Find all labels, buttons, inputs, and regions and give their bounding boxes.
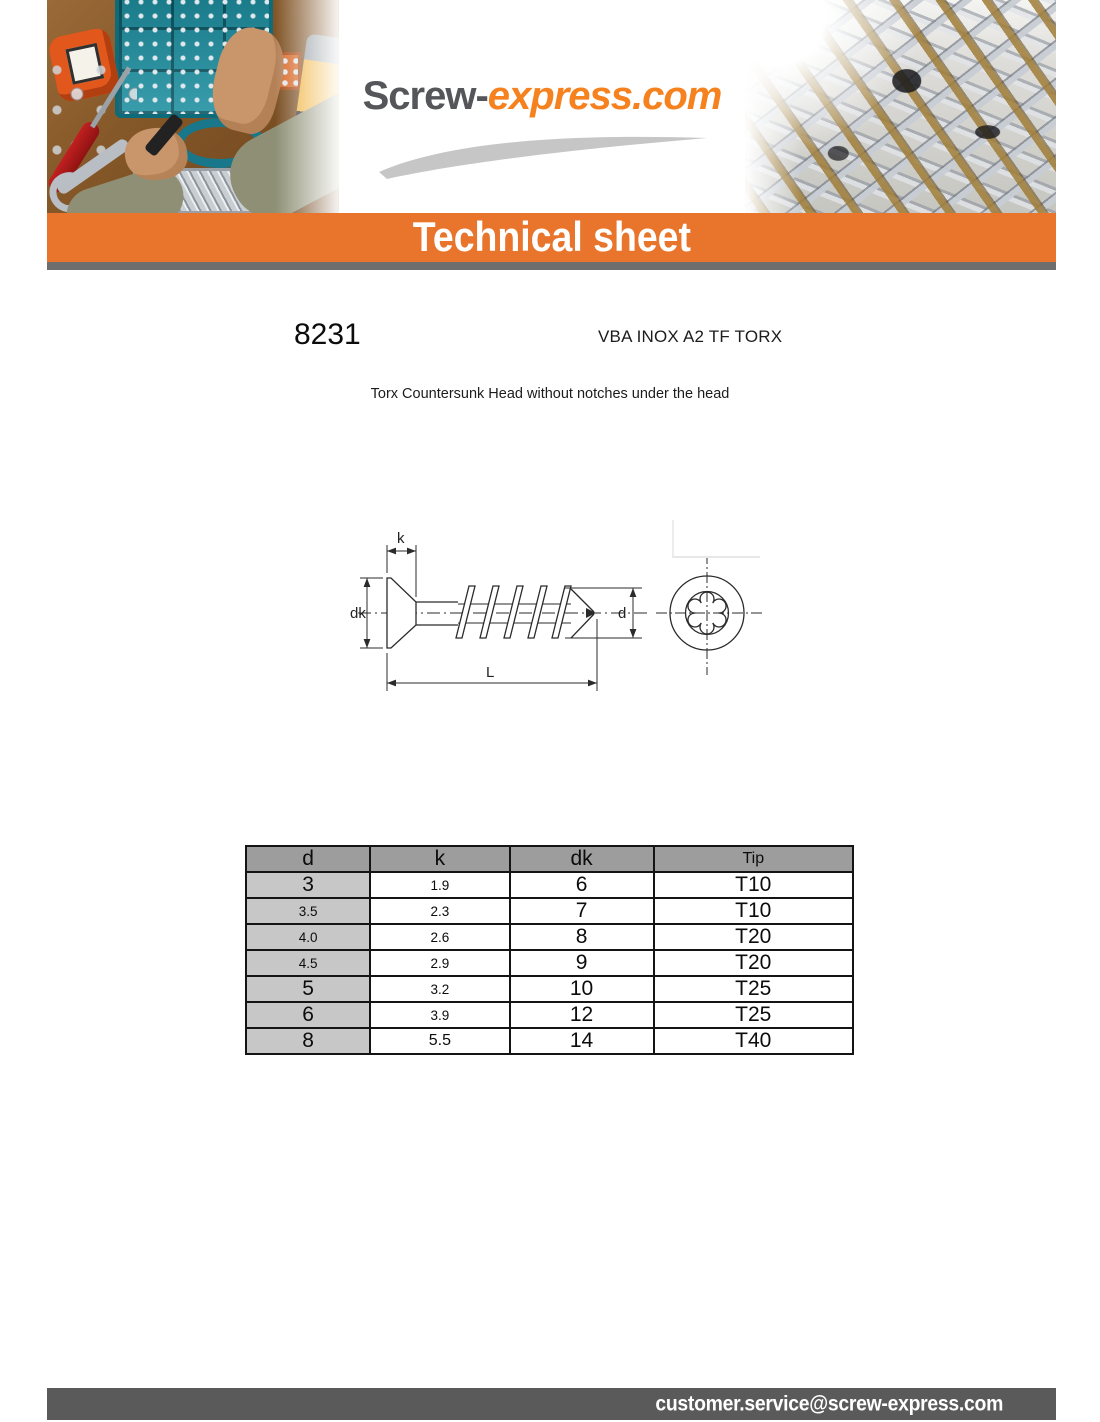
cell-d: 4.5 — [246, 950, 370, 976]
cell-d: 6 — [246, 1002, 370, 1028]
cell-k: 3.9 — [370, 1002, 509, 1028]
dim-label-k: k — [397, 530, 405, 547]
column-header-dk: dk — [510, 846, 654, 872]
cell-tip: T25 — [654, 976, 853, 1002]
screw-side-view — [387, 578, 596, 648]
cell-tip: T20 — [654, 924, 853, 950]
logo-swoosh-graphic — [373, 128, 713, 180]
cell-dk: 10 — [510, 976, 654, 1002]
spec-table-header-row — [246, 846, 853, 872]
photo-fade — [745, 0, 1056, 213]
table-row — [246, 950, 853, 976]
cell-k: 3.2 — [370, 976, 509, 1002]
table-row — [246, 924, 853, 950]
cell-dk: 12 — [510, 1002, 654, 1028]
table-row — [246, 872, 853, 898]
cell-k: 1.9 — [370, 872, 509, 898]
banner-title: Technical sheet — [412, 213, 691, 261]
product-name: VBA INOX A2 TF TORX — [598, 327, 783, 346]
screws-pile-photo — [745, 0, 1056, 213]
dim-label-L: L — [486, 664, 495, 681]
table-row — [246, 976, 853, 1002]
photo-fade — [47, 0, 339, 213]
column-header-k: k — [370, 846, 509, 872]
product-description: Torx Countersunk Head without notches under the head — [370, 386, 730, 402]
cell-dk: 8 — [510, 924, 654, 950]
dim-L — [387, 619, 597, 691]
logo — [339, 74, 745, 119]
torx-top-view — [656, 553, 764, 675]
cell-d: 8 — [246, 1028, 370, 1054]
cell-d: 3 — [246, 872, 370, 898]
column-header-tip: Tip — [654, 846, 853, 872]
column-header-d: d — [246, 846, 370, 872]
cell-tip: T20 — [654, 950, 853, 976]
logo-text-screw: Screw- — [362, 74, 488, 118]
table-row — [246, 898, 853, 924]
cell-k: 2.9 — [370, 950, 509, 976]
cell-dk: 7 — [510, 898, 654, 924]
cell-d: 5 — [246, 976, 370, 1002]
dim-label-dk: dk — [350, 605, 366, 622]
workbench-photo — [47, 0, 339, 213]
cell-d: 4.0 — [246, 924, 370, 950]
cell-k: 2.3 — [370, 898, 509, 924]
spec-table-body — [246, 872, 853, 1054]
cell-dk: 14 — [510, 1028, 654, 1054]
cell-tip: T10 — [654, 898, 853, 924]
cell-d: 3.5 — [246, 898, 370, 924]
footer-bar — [47, 1388, 1056, 1420]
table-row — [246, 1028, 853, 1054]
logo-block — [339, 0, 745, 213]
cell-tip: T25 — [654, 1002, 853, 1028]
technical-sheet-banner — [47, 213, 1056, 262]
product-code: 8231 — [294, 318, 361, 351]
cell-dk: 6 — [510, 872, 654, 898]
cell-dk: 9 — [510, 950, 654, 976]
watermark-artifact — [672, 520, 760, 558]
cell-tip: T40 — [654, 1028, 853, 1054]
spec-table-container — [245, 845, 854, 1055]
dim-dk — [350, 578, 383, 648]
cell-tip: T10 — [654, 872, 853, 898]
dim-label-d: d — [618, 605, 627, 622]
cell-k: 2.6 — [370, 924, 509, 950]
footer-email[interactable]: customer.service@screw-express.com — [654, 1391, 1003, 1416]
cell-k: 5.5 — [370, 1028, 509, 1054]
table-row — [246, 1002, 853, 1028]
banner-shadow-strip — [47, 262, 1056, 270]
spec-table — [245, 845, 854, 1055]
logo-text-express: express.com — [487, 74, 722, 118]
